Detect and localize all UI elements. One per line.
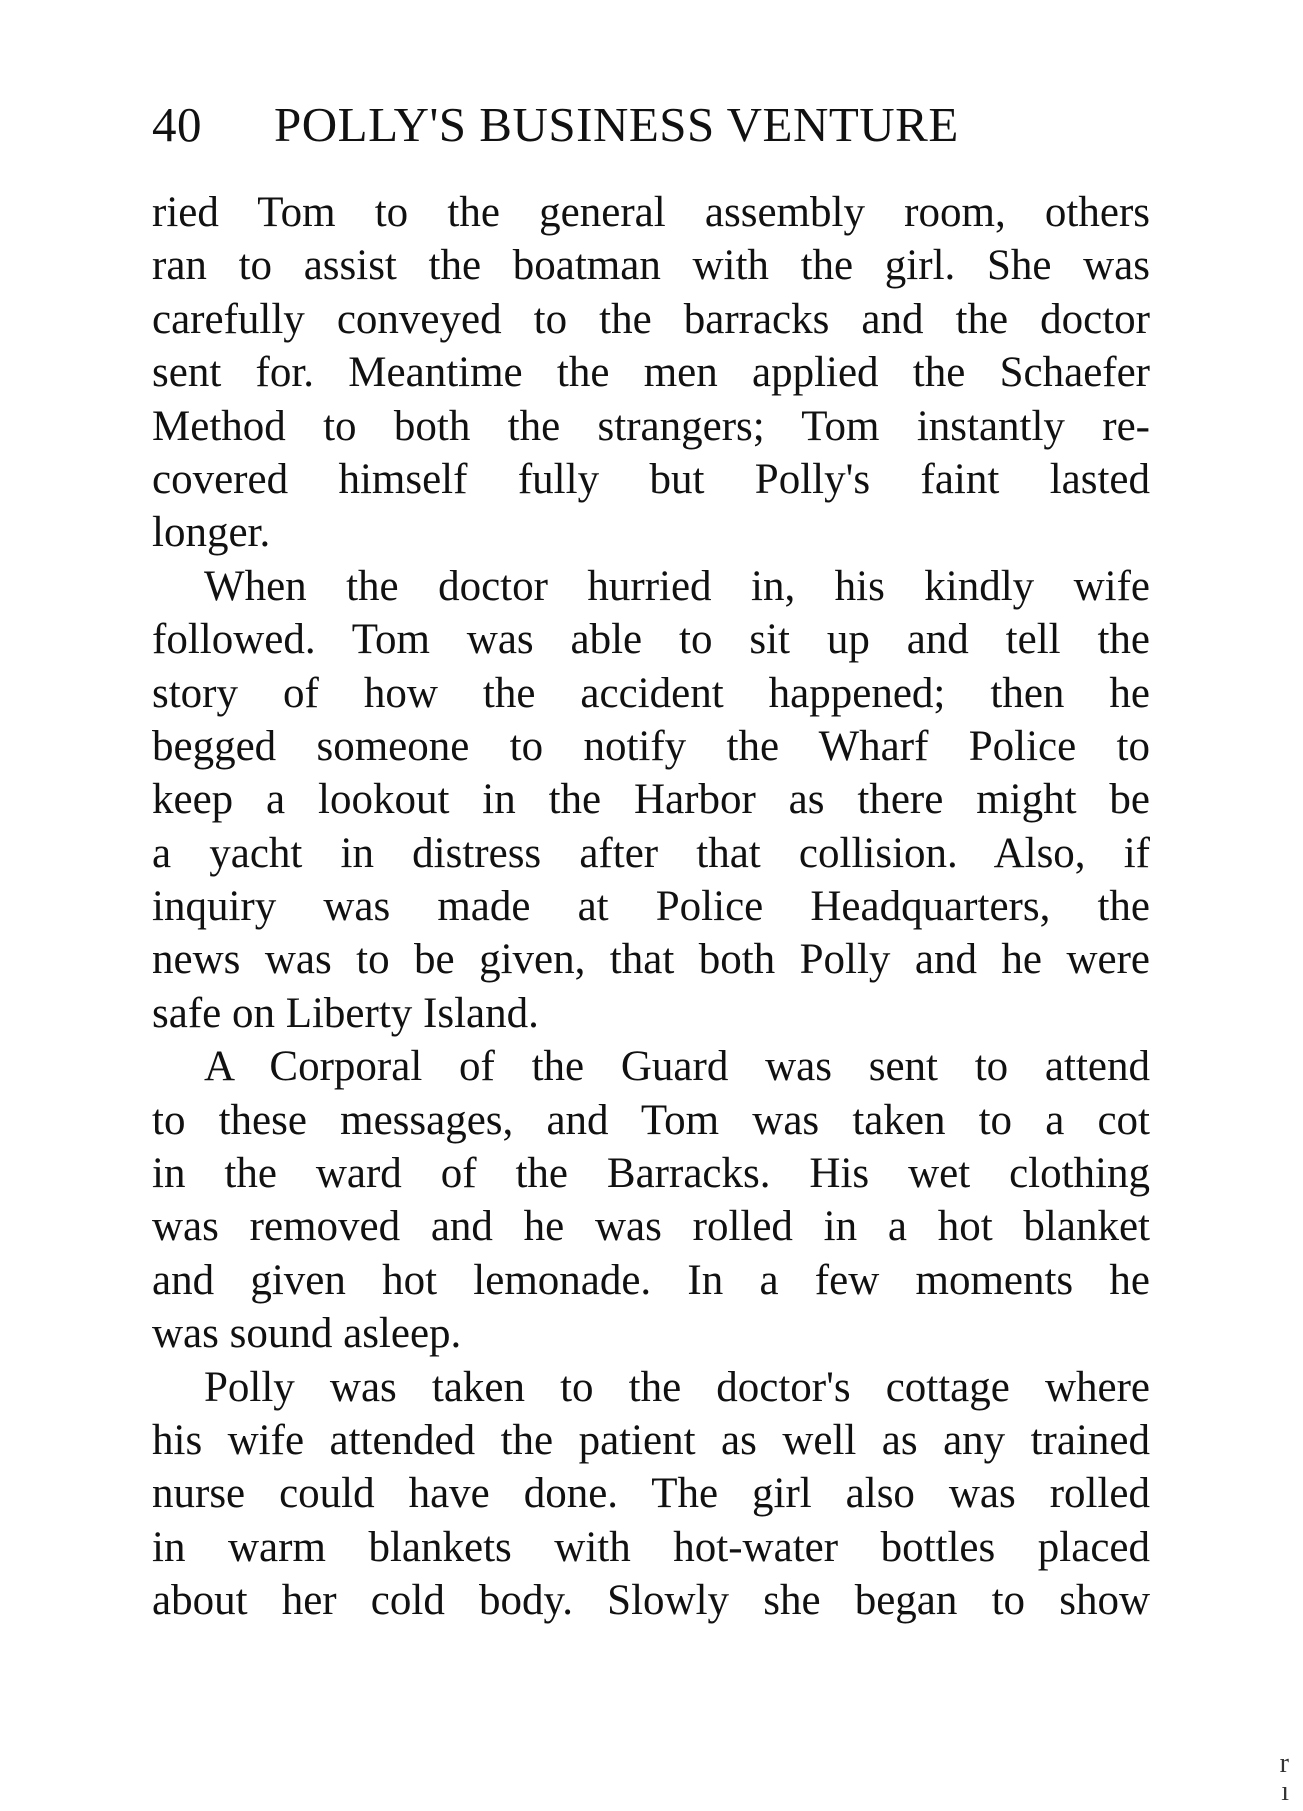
paragraph: [152, 1361, 1150, 1628]
text-line: story of how the accident happened; then he: [152, 669, 1150, 717]
text-line: sent for. Meantime the men applied the Schaefer: [152, 349, 1150, 397]
text-line: carefully conveyed to the barracks and the doctor: [152, 295, 1150, 343]
text-line: A Corporal of the Guard was sent to attend: [204, 1043, 1150, 1091]
margin-mark: ı: [1281, 1776, 1289, 1807]
page-number: 40: [152, 97, 202, 152]
text-line: keep a lookout in the Harbor as there might be: [152, 776, 1150, 824]
text-line: Polly was taken to the doctor's cottage where: [204, 1363, 1150, 1411]
paragraph: [152, 186, 1150, 560]
text-line: and given hot lemonade. In a few moments he: [152, 1256, 1150, 1304]
text-line: Method to both the strangers; Tom instantly re-: [152, 402, 1150, 450]
text-line: was removed and he was rolled in a hot blanket: [152, 1203, 1150, 1251]
paragraph: [152, 560, 1150, 1041]
text-line: ran to assist the boatman with the girl. She was: [152, 242, 1150, 290]
paragraph: [152, 1040, 1150, 1360]
text-line: news was to be given, that both Polly and he were: [152, 936, 1150, 984]
text-line: a yacht in distress after that collision. Also, if: [152, 829, 1150, 877]
text-line: ried Tom to the general assembly room, others: [152, 189, 1150, 236]
text-line: in the ward of the Barracks. His wet clothing: [152, 1150, 1150, 1198]
text-line: his wife attended the patient as well as any trained: [152, 1416, 1150, 1464]
running-head: [152, 92, 1152, 158]
text-line: in warm blankets with hot-water bottles placed: [152, 1523, 1150, 1571]
body-text: [152, 186, 1150, 1628]
text-line: inquiry was made at Police Headquarters, the: [152, 883, 1150, 931]
text-line: safe on Liberty Island.: [152, 989, 539, 1037]
margin-mark: r: [1279, 1748, 1289, 1779]
text-line: covered himself fully but Polly's faint lasted: [152, 455, 1150, 503]
text-line: nurse could have done. The girl also was rolled: [152, 1470, 1150, 1518]
running-title: POLLY'S BUSINESS VENTURE: [274, 97, 959, 152]
text-line: was sound asleep.: [152, 1310, 462, 1358]
text-line: to these messages, and Tom was taken to a cot: [152, 1096, 1150, 1144]
text-line: followed. Tom was able to sit up and tell the: [152, 616, 1150, 664]
text-line: longer.: [152, 509, 271, 557]
text-line: begged someone to notify the Wharf Police to: [152, 722, 1150, 770]
text-line: When the doctor hurried in, his kindly wife: [204, 562, 1150, 610]
text-line: about her cold body. Slowly she began to show: [152, 1577, 1150, 1625]
